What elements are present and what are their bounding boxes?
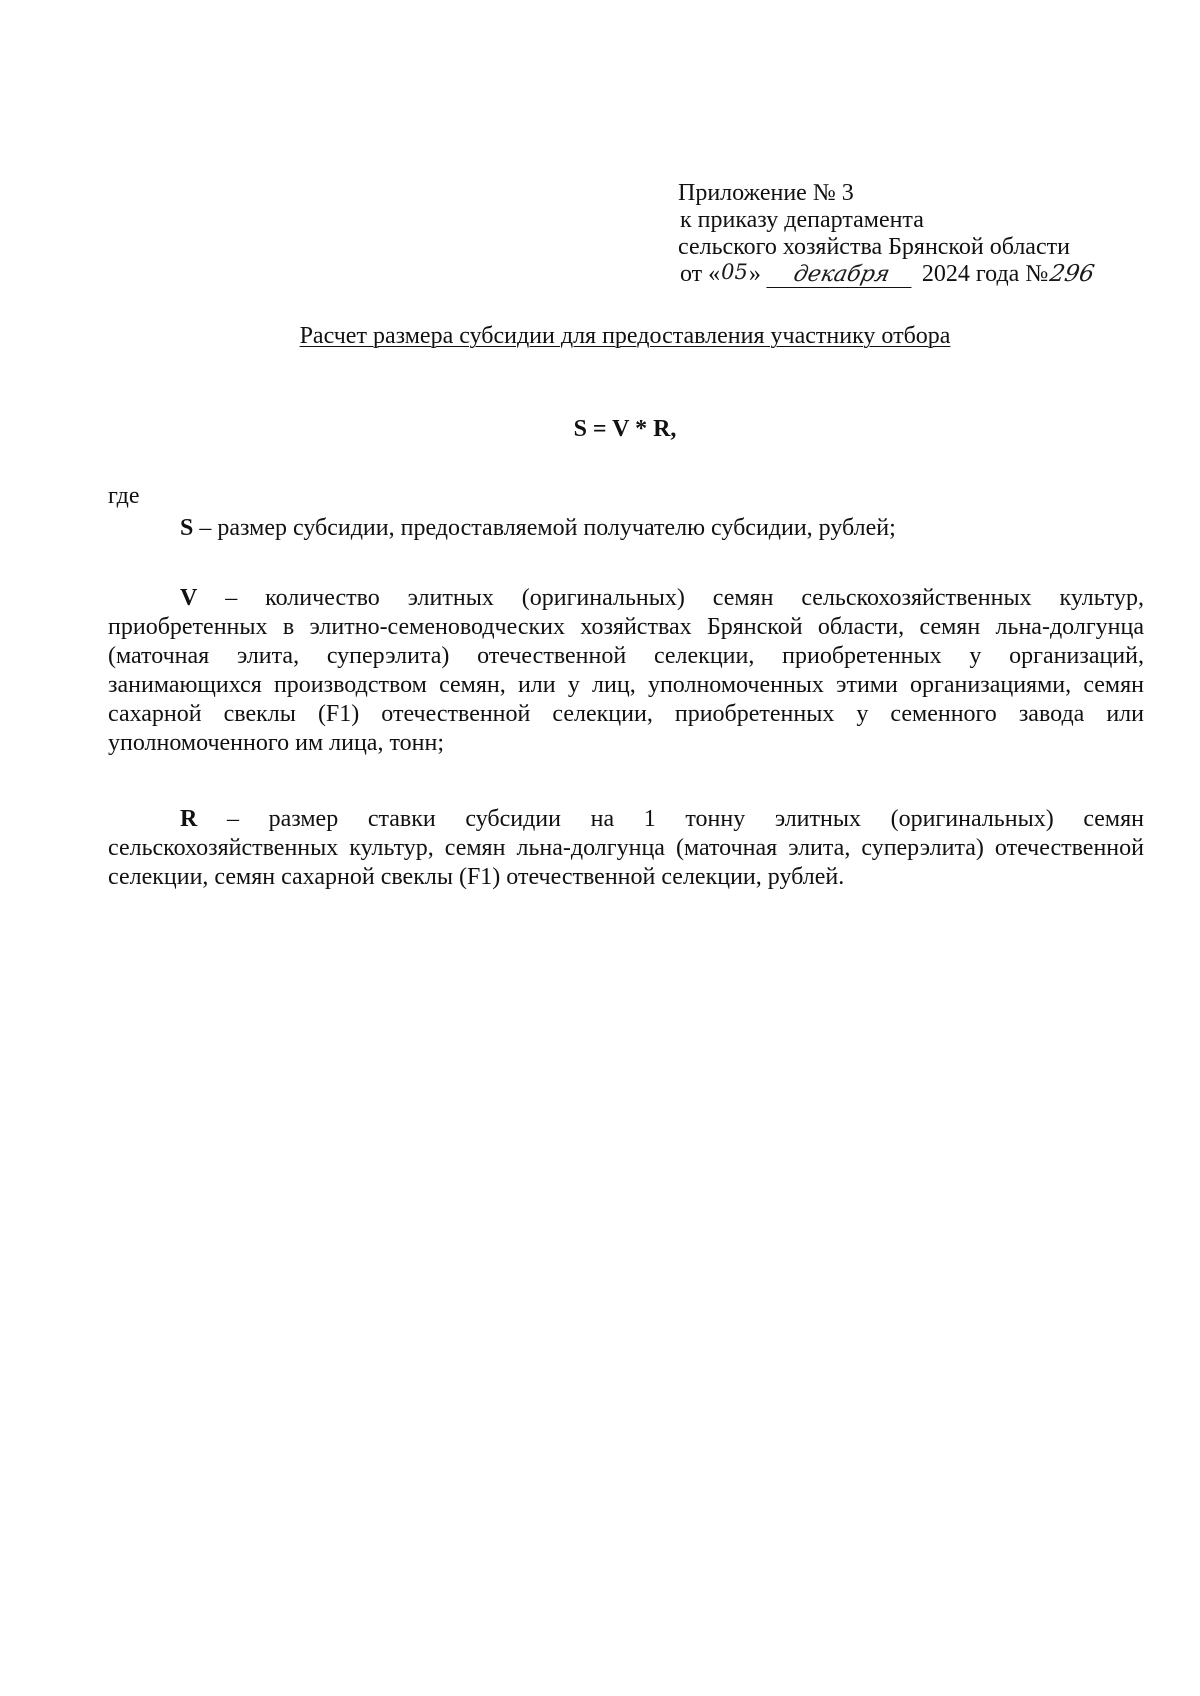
where-label: где (108, 483, 140, 509)
appendix-header (678, 180, 1158, 288)
definition-s-text: – размер субсидии, предоставляемой получателю субсидии, рублей; (193, 515, 896, 541)
document-title-text: Расчет размера субсидии для предоставления участнику отбора (299, 323, 951, 349)
date-prefix: от « (680, 261, 721, 287)
definition-v (108, 584, 1144, 758)
date-day-suffix: » (748, 261, 761, 287)
appendix-order-ref: к приказу департамента (680, 207, 924, 233)
definition-s (108, 514, 1144, 543)
definition-r (108, 805, 1144, 892)
definition-v-text: – количество элитных (оригинальных) семян сельскохозяйственных культур, приобретенных в элитно-семеноводческих хозяйствах Брянской области, семян льна-долгунца (маточная элита, суперэлита) отечественной селекции, приобретенных у организаций, занимающихся производством семян, или у лиц, уполномоченных этими организациями, семян сахарной свеклы (F1) отечественной селекции, приобретенных у семенного завода или уполномоченного им лица, тонн; (108, 585, 1144, 756)
appendix-date-line (678, 261, 1158, 288)
definition-v-symbol: V (180, 585, 198, 611)
document-title (0, 322, 1200, 350)
appendix-number: Приложение № 3 (678, 180, 854, 206)
handwritten-month: декабря (766, 263, 916, 288)
definition-r-text: – размер ставки субсидии на 1 тонну элитных (оригинальных) семян сельскохозяйственных культур, семян льна-долгунца (маточная элита, суперэлита) отечественной селекции, семян сахарной свеклы (F1) отечественной селекции, рублей. (108, 806, 1144, 890)
handwritten-day: 05 (721, 260, 748, 284)
definition-r-symbol: R (180, 806, 198, 832)
definition-s-symbol: S (180, 515, 194, 541)
date-year: 2024 года № (921, 261, 1049, 287)
appendix-department: сельского хозяйства Брянской области (678, 234, 1070, 260)
subsidy-formula: S = V * R, (573, 416, 677, 442)
handwritten-order-number: 296 (1048, 261, 1097, 287)
